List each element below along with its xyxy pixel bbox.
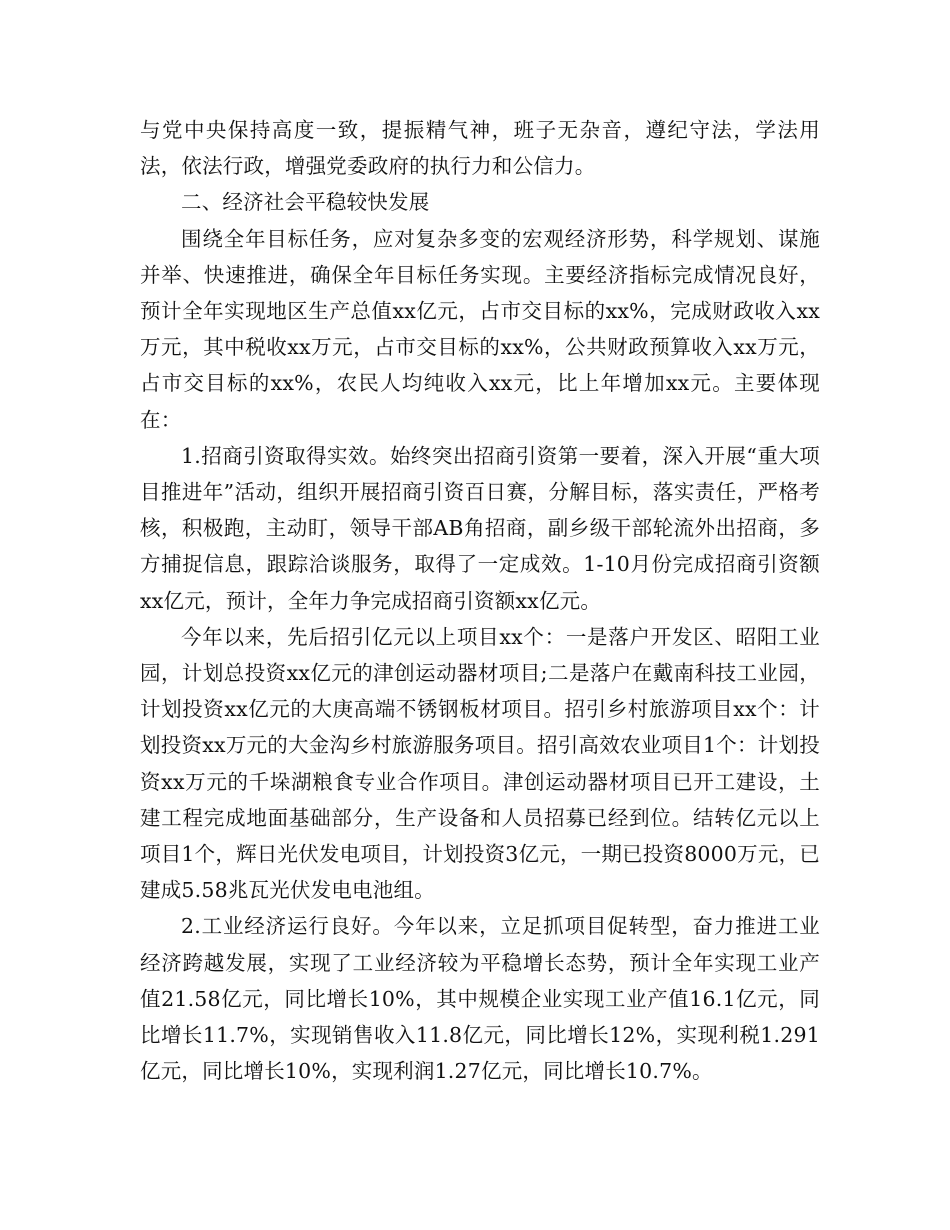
paragraph-projects: 今年以来，先后招引亿元以上项目xx个：一是落户开发区、昭阳工业园，计划总投资xx亿元的津创运动器材项目;二是落户在戴南科技工业园，计划投资xx亿元的大庚高端不锈钢板材项目。招引乡村旅游项目xx个：计划投资xx万元的大金沟乡村旅游服务项目。招引高效农业项目1个：计划投资xx万元的千垛湖粮食专业合作项目。津创运动器材项目已开工建设，土建工程完成地面基础部分，生产设备和人员招募已经到位。结转亿元以上项目1个，辉日光伏发电项目，计划投资3亿元，一期已投资8000万元，已建成5.58兆瓦光伏发电电池组。 — [140, 624, 820, 903]
paragraph-industry: 2.工业经济运行良好。今年以来，立足抓项目促转型，奋力推进工业经济跨越发展，实现了工业经济较为平稳增长态势，预计全年实现工业产值21.58亿元，同比增长10%，其中规模企业实现工业产值16.1亿元，同比增长11.7%，实现销售收入11.8亿元，同比增长12%，实现利税1.291亿元，同比增长10%，实现利润1.27亿元，同比增长10.7%。 — [140, 914, 820, 1084]
document-body — [140, 112, 820, 1089]
section-heading: 二、经济社会平稳较快发展 — [181, 190, 430, 215]
paragraph-investment: 1.招商引资取得实效。始终突出招商引资第一要着，深入开展“重大项目推进年”活动，组织开展招商引资百日赛，分解目标，落实责任，严格考核，积极跑，主动盯，领导干部AB角招商，副乡级干部轮流外出招商，多方捕捉信息，跟踪洽谈服务，取得了一定成效。1-10月份完成招商引资额xx亿元，预计，全年力争完成招商引资额xx亿元。 — [140, 443, 820, 613]
paragraph-continuation: 与党中央保持高度一致，提振精气神，班子无杂音，遵纪守法，学法用法，依法行政，增强党委政府的执行力和公信力。 — [140, 118, 820, 179]
paragraph-economic-overview: 围绕全年目标任务，应对复杂多变的宏观经济形势，科学规划、谋施并举、快速推进，确保全年目标任务实现。主要经济指标完成情况良好，预计全年实现地区生产总值xx亿元，占市交目标的xx%，完成财政收入xx万元，其中税收xx万元，占市交目标的xx%，公共财政预算收入xx万元，占市交目标的xx%，农民人均纯收入xx元，比上年增加xx元。主要体现在： — [140, 226, 820, 432]
